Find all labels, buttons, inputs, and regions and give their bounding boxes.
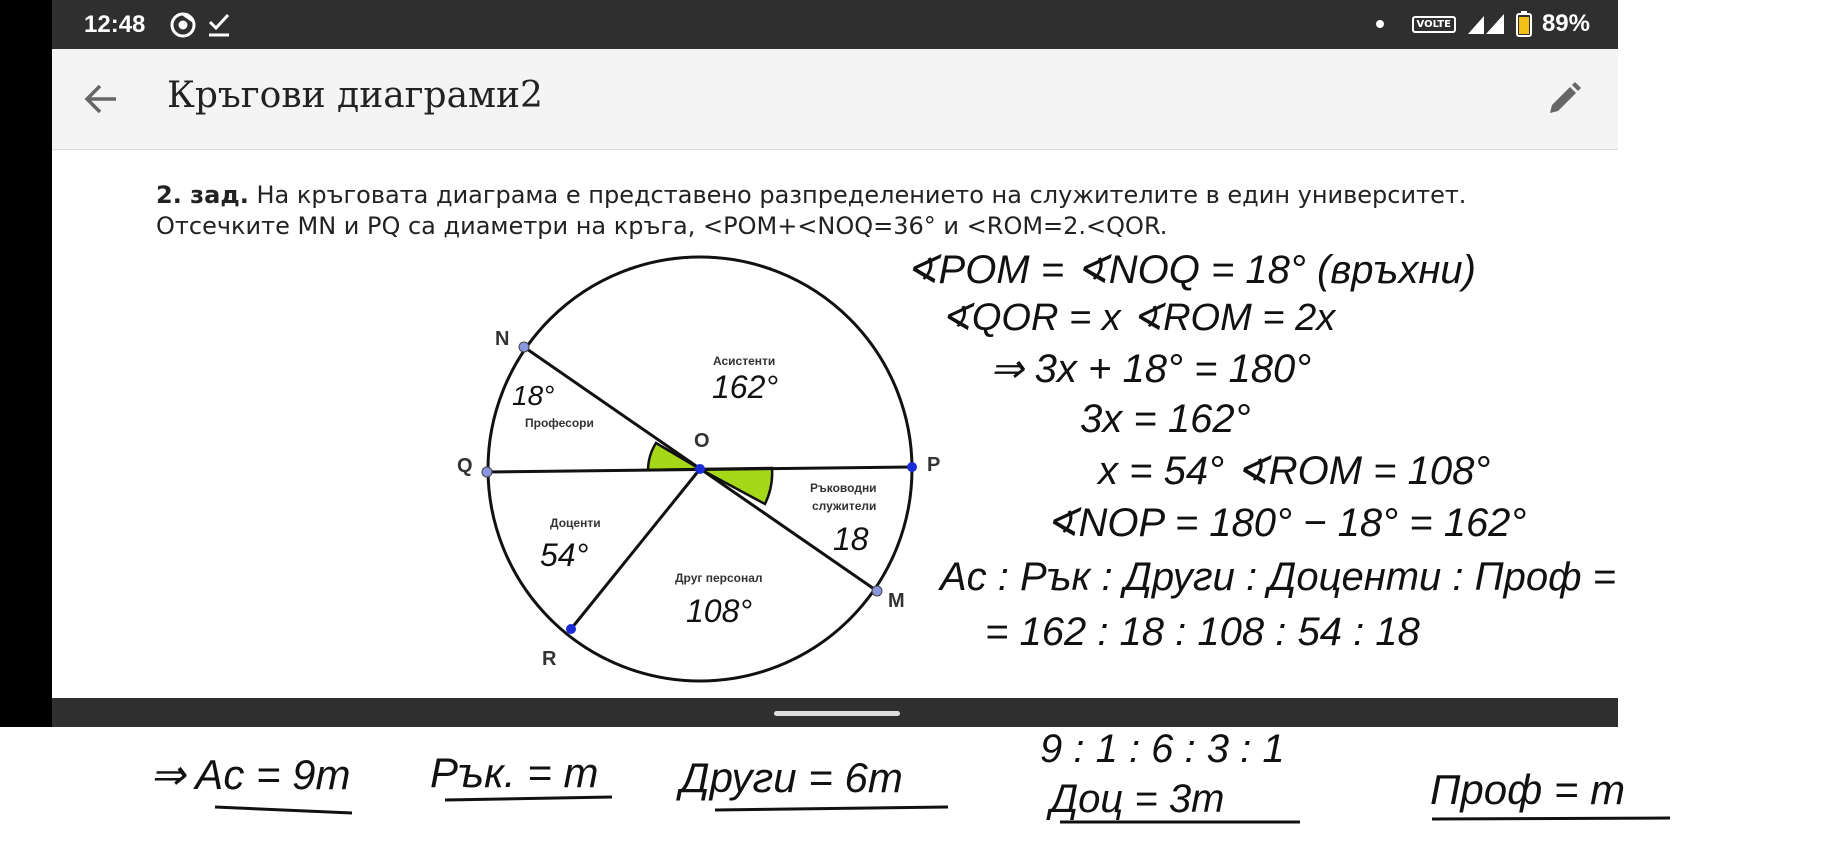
radius-or (571, 469, 700, 629)
hand-angle-assistants: 162° (712, 369, 779, 405)
task-number: 2. зад. (156, 181, 249, 209)
label-r: R (542, 648, 557, 670)
hand-angle-professors: 18° (512, 380, 555, 411)
sector-label-assistants: Асистенти (713, 354, 776, 368)
angle-noq-fill (648, 443, 700, 470)
point-p (907, 462, 917, 472)
underline-drugi (715, 807, 948, 810)
label-m: M (888, 590, 905, 612)
sector-label-other-staff: Друг персонал (675, 571, 763, 585)
home-gesture-pill[interactable] (774, 711, 900, 716)
point-n (519, 342, 529, 352)
note-line-7: Ac : Рък : Други : Доценти : Проф = (940, 555, 1616, 599)
bottom-note-doc: Доц = 3m (1050, 777, 1225, 821)
bottom-note-ratio: 9 : 1 : 6 : 3 : 1 (1040, 727, 1285, 771)
gesture-nav-bar (52, 698, 1618, 727)
circle-diagram (457, 257, 940, 681)
bottom-note-drugi: Други = 6m (680, 754, 903, 801)
label-q: Q (457, 455, 473, 477)
sector-label-managers-2: служители (812, 499, 877, 513)
note-line-2: ∢QOR = x ∢ROM = 2x (940, 297, 1336, 339)
bottom-note-prof: Проф = m (1430, 766, 1626, 813)
bottom-notes-area (0, 727, 1828, 847)
underline-prof (1432, 818, 1670, 819)
note-line-6: ∢NOP = 180° − 18° = 162° (1045, 501, 1527, 545)
angle-pom-fill (700, 468, 772, 504)
sector-label-managers-1: Ръководни (810, 481, 877, 495)
sector-label-docents: Доценти (550, 516, 601, 530)
handwritten-notes (905, 248, 1616, 654)
volte-icon: VOLTE (1412, 16, 1456, 33)
bottom-note-ruk: Рък. = m (430, 749, 599, 796)
hand-angle-managers: 18 (833, 521, 869, 557)
label-n: N (495, 328, 510, 350)
point-m (872, 586, 882, 596)
label-o: O (694, 430, 710, 452)
task-line1: На кръговата диаграма е представено разпределението на служителите в един университет. (256, 181, 1467, 209)
label-p: P (927, 454, 941, 476)
point-r (566, 624, 576, 634)
sector-label-professors: Професори (525, 416, 594, 430)
note-line-3: ⇒ 3x + 18° = 180° (990, 347, 1312, 391)
hand-angle-other-staff: 108° (686, 593, 753, 629)
battery-percent: 89% (1541, 10, 1590, 37)
note-line-5: x = 54° ∢ROM = 108° (1098, 449, 1491, 493)
status-time: 12:48 (84, 11, 146, 38)
note-line-1: ∢POM = ∢NOQ = 18° (връхни) (905, 248, 1476, 292)
note-line-4: 3x = 162° (1080, 397, 1251, 441)
task-line2: Отсечките MN и PQ са диаметри на кръга, <POM+<NOQ=36° и <ROM=2.<QOR. (156, 212, 1168, 240)
bottom-note-ac: ⇒ Ac = 9m (150, 751, 351, 798)
underline-ruk (445, 797, 612, 800)
point-o (695, 464, 705, 474)
bottom-notes-canvas (0, 727, 1828, 847)
point-q (482, 467, 492, 477)
note-line-8: = 162 : 18 : 108 : 54 : 18 (985, 610, 1420, 654)
page-title: Кръгови диаграми2 (167, 75, 543, 116)
underline-ac (215, 807, 352, 813)
hand-angle-docents: 54° (540, 537, 589, 573)
